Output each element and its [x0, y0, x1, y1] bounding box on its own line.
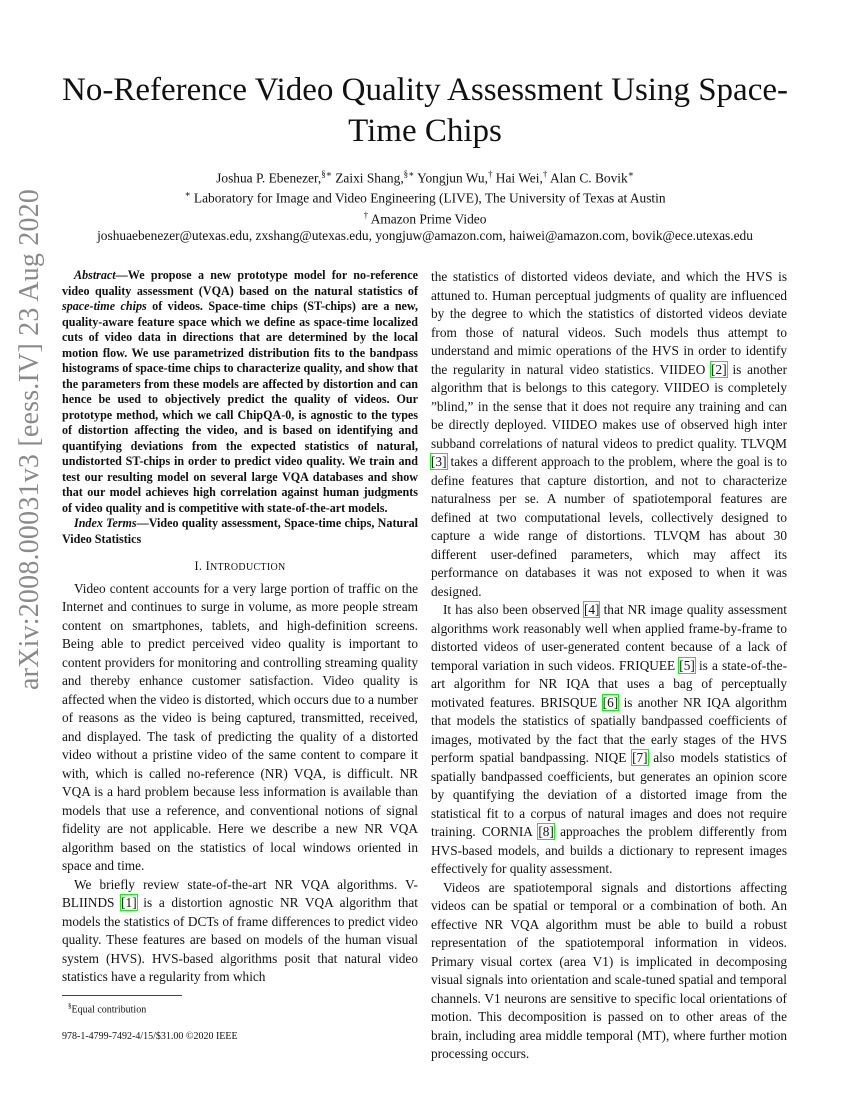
heading-smallcaps: NTRODUCTION: [210, 562, 286, 573]
text-segment: —We propose a new prototype model for no-reference video quality assessment (VQA) based on the natural statistics of: [62, 268, 418, 298]
footnote-rule: [62, 995, 182, 996]
affiliation-text: Laboratory for Image and Video Engineering (LIVE), The University of Texas at Austin: [193, 190, 666, 206]
author-name: Yongjun Wu,: [417, 170, 488, 186]
affiliation-1: [40, 186, 810, 206]
section-heading: I. INTRODUCTION: [194, 559, 286, 573]
citation-link[interactable]: [8]: [538, 824, 554, 839]
text-segment: takes a different approach to the problem, where the goal is to define features that capture distortion, and not to characterize naturalness per se. A number of spatiotemporal features are defined at two computational levels, collectively designed to capture a wide range of distortions. TLVQM has about 30 different user-defined parameters, which may affect its performance on databases it was not exposed to when it was designed.: [431, 454, 787, 599]
text-segment: is another algorithm that is belongs to this category. VIIDEO is completely ”blind,” in the sense that it does not require any training and can be directly deployed. VIIDEO makes use of observed high inter subband correlations of natural videos to predict quality. TLVQM: [431, 361, 788, 451]
copyright-line: 978-1-4799-7492-4/15/$31.00 ©2020 IEEE: [62, 1030, 238, 1042]
text-segment: of videos. Space-time chips (ST-chips) are a new, quality-aware feature space which we define as space-time localized cuts of video data in directions that are determined by the local motion flow. We use parametrized distribution fits to the bandpass histograms of space-time chips to characterize quality, and show that the parameters from these models are affected by distortion and can hence be used to objectively predict the quality of videos. Our prototype method, which we call ChipQA-0, is agnostic to the types of distortion affecting the video, and is based on identifying and quantifying deviations from the expected statistics of natural, undistorted ST-chips in order to predict video quality. We train and test our resulting model on several large VQA databases and show that our model achieves high correlation against human judgments of video quality and is competitive with state-of-the-art models.: [62, 299, 418, 515]
abstract-body: [62, 268, 418, 515]
paragraph: [431, 601, 787, 879]
citation-link[interactable]: [2]: [711, 361, 727, 377]
index-terms: [62, 516, 418, 547]
affiliation-2: [40, 207, 810, 227]
text-segment: space-time chips: [62, 299, 147, 313]
author-mark: †: [542, 169, 548, 179]
right-column: [431, 268, 787, 1064]
paragraph: [431, 268, 787, 601]
author-name: Hai Wei,: [495, 170, 543, 186]
citation-link[interactable]: [1]: [121, 895, 137, 910]
abstract: [62, 268, 418, 516]
text-segment: approaches the problem differently from HVS-based models, and builds a dictionary to represent images effectively for quality assessment.: [431, 824, 787, 876]
author-mark: ∗: [627, 169, 634, 179]
paragraph: [62, 580, 418, 876]
text-segment: It has also been observed: [443, 602, 584, 617]
text-segment: is a distortion agnostic NR VQA algorithm that models the statistics of DCTs of frame differences to predict video quality. These features are based on models of the human visual system (HVS). HVS-based algorithms posit that natural video statistics have a regularity from which: [62, 895, 418, 984]
affiliation-mark: †: [363, 209, 369, 220]
index-terms-text: —Video quality assessment, Space-time chips, Natural Video Statistics: [62, 516, 418, 546]
footnote: [62, 1000, 418, 1016]
text-segment: is a state-of-the-art algorithm for NR IQA that uses a bag of perceptually motivated features. BRISQUE: [431, 657, 787, 710]
footnote-text: Equal contribution: [71, 1003, 147, 1015]
abstract-label: Abstract: [74, 268, 116, 282]
text-segment: Video content accounts for a very large portion of traffic on the Internet and continues to surge in volume, as more people stream content on smartphones, tablets, and high-definition screens. Being able to predict perceived video quality is important to content providers for monitoring and controlling streaming quality and thereby enhance customer satisfaction. Video quality is affected when the video is distorted, which occurs due to a number of reasons as the video is being captured, transmitted, received, and displayed. The task of predicting the quality of a distorted video without a pristine video of the same content to compare it with, which is called no-reference (NR) VQA, is difficult. NR VQA is a hard problem because less information is available than models that use a reference, and conventional notions of signal fidelity are not applicable. Here we describe a new NR VQA algorithm based on the statistics of local windows oriented in space and time.: [62, 580, 418, 873]
left-paragraphs: [62, 580, 418, 987]
author-name: Zaixi Shang,: [335, 170, 404, 186]
text-segment: We briefly review state-of-the-art NR VQA algorithms. V-BLIINDS: [62, 876, 418, 910]
affiliation-mark: ∗: [184, 189, 191, 200]
left-column: [62, 268, 418, 1043]
author-block: [40, 166, 810, 244]
citation-link[interactable]: [7]: [632, 750, 648, 765]
text-segment: Videos are spatiotemporal signals and distortions affecting videos can be spatial or temporal or a combination of both. An effective NR VQA algorithm must be able to build a robust representation of the spatiotemporal information in videos. Primary visual cortex (area V1) is implicated in decomposing visual signals into orientation and scale-tuned spatial and temporal channels. V1 neurons are sensitive to specific local orientations of motion. This decomposition is passed on to other areas of the brain, including area middle temporal (MT), where further motion processing occurs.: [431, 879, 787, 1061]
paragraph: [62, 876, 418, 987]
author-mark: §∗: [403, 169, 415, 179]
citation-link[interactable]: [4]: [583, 602, 600, 617]
text-segment: that NR image quality assessment algorithms work reasonably well when applied frame-by-frame to distorted videos of user-generated content because of a lack of temporal variation in such videos. FRIQUEE: [431, 602, 787, 673]
right-paragraphs: [431, 268, 787, 1064]
affiliation-text: Amazon Prime Video: [370, 211, 487, 227]
citation-link[interactable]: [3]: [431, 454, 447, 469]
paragraph: [431, 879, 787, 1064]
author-mark: §∗: [321, 169, 332, 179]
text-segment: is another NR IQA algorithm that models the statistics of spatially bandpassed coefficients of images, motivated by the fact that the early stages of the HVS perform spatial bandpassing. NIQE: [431, 694, 787, 765]
author-name: Alan C. Bovik: [549, 170, 628, 186]
footnote-area: [62, 995, 418, 1043]
text-segment: also models statistics of spatially bandpassed coefficients, but generates an opinion score by quantifying the deviation of a distorted image from the statistical fit to a corpus of natural images and does not require training. CORNIA: [431, 750, 787, 839]
citation-link[interactable]: [5]: [679, 657, 695, 673]
paper-title: No-Reference Video Quality Assessment Using Space-Time Chips: [62, 72, 788, 149]
index-terms-label: Index Terms: [74, 516, 137, 530]
author-mark: †: [487, 169, 493, 179]
citation-link[interactable]: [6]: [602, 694, 619, 710]
author-names: [40, 166, 810, 186]
author-name: Joshua P. Ebenezer,: [216, 170, 322, 186]
arxiv-stamp: arXiv:2008.00031v3 [eess.IV] 23 Aug 2020: [14, 188, 45, 690]
author-emails: joshuaebenezer@utexas.edu, zxshang@utexas.edu, yongjuw@amazon.com, haiwei@amazon.com, bovik@ece.utexas.edu: [97, 228, 753, 244]
footnote-mark: §: [68, 1001, 72, 1010]
text-segment: the statistics of distorted videos deviate, and which the HVS is attuned to. Human perceptual judgments of quality are influenced by the degree to which the statistics of distorted videos deviate from those of natural videos. Such models thus attempt to understand and mimic operations of the HVS in order to identify the regularity in natural video statistics. VIIDEO: [431, 269, 787, 377]
